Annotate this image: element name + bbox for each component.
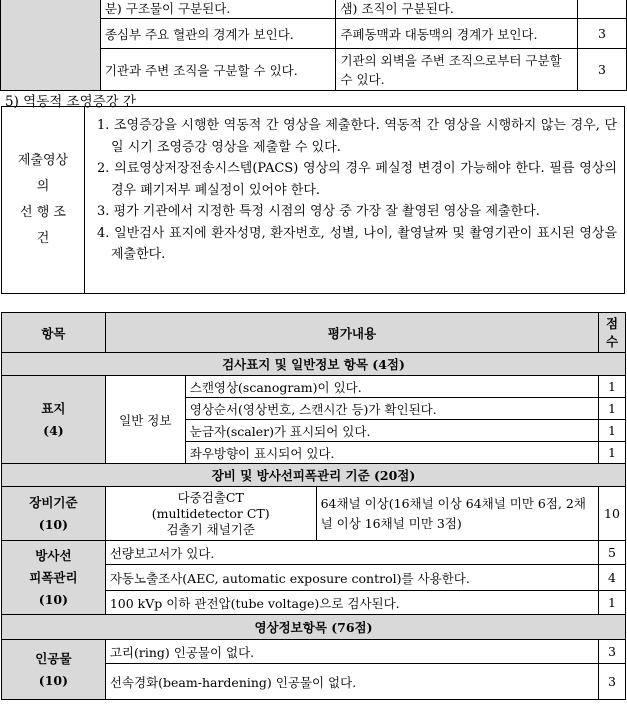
category-label: [2, 376, 106, 464]
score-cell: [578, 0, 627, 19]
table-row: [2, 376, 626, 398]
label-line: 건: [36, 231, 50, 246]
section-title: 영상정보항목 (76점): [2, 615, 626, 640]
criteria-left: 기관과 주변 조직을 구분할 수 있다.: [100, 49, 336, 91]
category-points: (4): [43, 422, 64, 438]
subcategory-line: (multidetector CT): [151, 505, 270, 521]
score-cell: 3: [578, 49, 627, 91]
score-cell: 4: [598, 565, 625, 591]
section-title: 장비 및 방사선피폭관리 기준 (20점): [2, 464, 626, 487]
category-name: 피폭관리: [29, 569, 78, 585]
header-content: 평가내용: [105, 313, 598, 353]
score-cell: 1: [598, 376, 625, 398]
header-score-line: 점: [605, 315, 619, 331]
continued-criteria-table: [0, 0, 627, 91]
table-row: [2, 541, 626, 565]
subcategory: [105, 487, 316, 541]
score-cell: 5: [598, 541, 625, 565]
condition-item: 3. 평가 기관에서 지정한 특정 시점의 영상 중 가장 잘 촬영된 영상을 제출한다.: [97, 204, 540, 219]
category-cell: [1, 0, 101, 91]
category-name: 인공물: [35, 650, 72, 666]
criterion: 64채널 이상(16채널 이상 64채널 미만 6점, 2채널 이상 16채널 미만 3점): [316, 487, 598, 541]
conditions-label: [2, 107, 85, 293]
score-cell: 3: [598, 664, 625, 700]
score-cell: 1: [598, 420, 625, 442]
table-row: [2, 640, 626, 664]
criterion: 스캔영상(scanogram)이 있다.: [185, 376, 598, 398]
score-cell: 3: [598, 640, 625, 664]
score-cell: 10: [598, 487, 625, 541]
section-heading: 5) 역동적 조영증강 간: [5, 94, 137, 110]
score-cell: 3: [578, 19, 627, 49]
subcategory-line: 검출기 채널기준: [166, 521, 255, 537]
section-row: [2, 353, 626, 376]
criterion: 눈금자(scaler)가 표시되어 있다.: [185, 420, 598, 442]
criterion: 영상순서(영상번호, 스캔시간 등)가 확인된다.: [185, 398, 598, 420]
subcategory: 일반 정보: [105, 376, 185, 464]
criterion: 좌우방향이 표시되어 있다.: [185, 442, 598, 464]
condition-item: 2. 의료영상저장전송시스템(PACS) 영상의 경우 페실정 변경이 가능해야 한다. 필름 영상의 경우 폐기저부 폐실정이 있어야 한다.: [97, 161, 617, 198]
label-line: 선 행 조: [20, 205, 66, 220]
section-row: [2, 464, 626, 487]
conditions-list: [97, 115, 617, 266]
criterion: 선속경화(beam-hardening) 인공물이 없다.: [105, 664, 598, 700]
subcategory-line: 다중검출CT: [177, 489, 244, 505]
evaluation-table: [1, 312, 626, 700]
criteria-left: 분) 구조물이 구분된다.: [100, 0, 336, 19]
category-name: 방사선: [35, 547, 72, 563]
category-points: (10): [38, 591, 69, 607]
criteria-right: 주폐동맥과 대동맥의 경계가 보인다.: [336, 19, 578, 49]
criteria-left: 종심부 주요 혈관의 경계가 보인다.: [100, 19, 336, 49]
table-header: [2, 313, 626, 353]
criterion: 100 kVp 이하 관전압(tube voltage)으로 검사된다.: [105, 591, 598, 615]
score-cell: 1: [598, 442, 625, 464]
header-item: 항목: [2, 313, 106, 353]
category-name: 장비기준: [29, 494, 78, 510]
category-label: [2, 487, 106, 541]
category-label: [2, 640, 106, 700]
label-line: 제출영상: [17, 153, 69, 168]
category-points: (10): [38, 672, 69, 688]
section-row: [2, 615, 626, 640]
label-line: 의: [36, 179, 50, 194]
condition-item: 4. 일반검사 표지에 환자성명, 환자번호, 성별, 나이, 촬영날짜 및 촬영기관이 표시된 영상을 제출한다.: [97, 225, 617, 262]
category-points: (10): [38, 516, 69, 532]
criterion: 자동노출조사(AEC, automatic exposure control)를 사용한다.: [105, 565, 598, 591]
criteria-right: 기관의 외벽을 주변 조직으로부터 구분할 수 있다.: [336, 49, 578, 91]
criterion: 고리(ring) 인공물이 없다.: [105, 640, 598, 664]
category-name: 표지: [41, 400, 66, 416]
score-cell: 1: [598, 398, 625, 420]
table-row: [2, 487, 626, 541]
section-title: 검사표지 및 일반정보 항목 (4점): [2, 353, 626, 376]
category-label: [2, 541, 106, 615]
header-score-line: 수: [605, 333, 619, 349]
header-score: [598, 313, 625, 353]
submission-conditions-box: [1, 106, 625, 294]
condition-item: 1. 조영증강을 시행한 역동적 간 영상을 제출한다. 역동적 간 영상을 시행하지 않는 경우, 단일 시기 조영증강 영상을 제출할 수 있다.: [97, 118, 617, 155]
criterion: 선량보고서가 있다.: [105, 541, 598, 565]
score-cell: 1: [598, 591, 625, 615]
criteria-right: 샘) 조직이 구분된다.: [336, 0, 578, 19]
